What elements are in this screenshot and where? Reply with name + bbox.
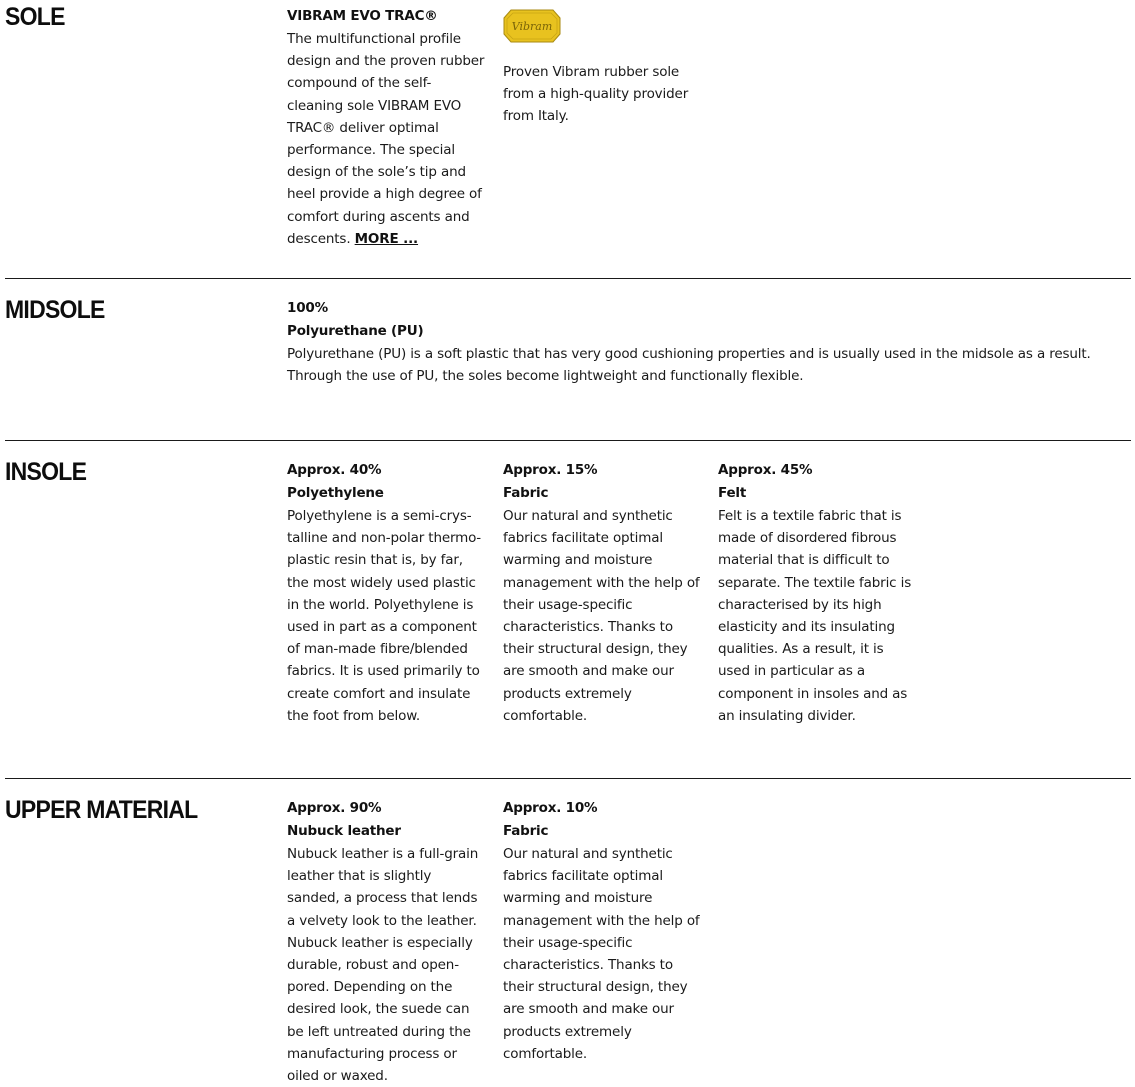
material-name: Felt	[718, 485, 747, 501]
sole-logo-col	[503, 9, 703, 128]
sole-description: The multifunctional profile design and the proven rubber compound of the self-cleaning sole VIBRAM EVO TRAC® deliver optimal performance. The special design of the sole’s tip and heel provide a high degree of comfort during ascents and descents. MORE ...	[287, 31, 485, 247]
sole-logo-caption: Proven Vibram rubber sole from a high-quality provider from Italy.	[503, 64, 689, 125]
material-description: Felt is a textile fabric that is made of disordered fibrous material that is difficult to separate. The textile fabric is characterised by its high elasticity and its insulating qualities. As a result, it is used in particular as a component in insoles and as an insulating divider.	[718, 508, 912, 724]
material-name: Fabric	[503, 823, 549, 839]
upper-material-section	[5, 796, 1131, 1085]
insole-section	[5, 458, 1131, 748]
insole-title: INSOLE	[5, 458, 87, 486]
insole-material-col	[718, 459, 918, 727]
sole-name: VIBRAM EVO TRAC®	[287, 8, 438, 24]
upper-material-title: UPPER MATERIAL	[5, 796, 198, 824]
sole-title: SOLE	[5, 3, 65, 31]
material-percent: Approx. 45%	[718, 462, 813, 478]
material-description: Polyurethane (PU) is a soft plastic that has very good cushioning properties and is usually used in the midsole as a result. Through the use of PU, the soles become lightweight and functionally flexible.	[287, 346, 1091, 385]
material-percent: Approx. 40%	[287, 462, 382, 478]
material-description: Our natural and synthetic fabrics facilitate optimal warming and moisture management with the help of their usage-specific characteristics. Thanks to their structural design, they are smooth and make our products extremely comfortable.	[503, 846, 700, 1062]
sole-material-col	[287, 5, 487, 250]
insole-material-col	[287, 459, 487, 727]
material-name: Polyurethane (PU)	[287, 323, 424, 339]
divider	[5, 440, 1131, 441]
material-description: Polyethylene is a semi-crystalline and non-polar thermoplastic resin that is, by far, the most widely used plastic in the world. Polyethylene is used in part as a component of man-made fibre/blended fabrics. It is used primarily to create comfort and insulate the foot from below.	[287, 508, 482, 724]
vibram-logo-icon	[503, 9, 561, 43]
insole-material-col	[503, 459, 703, 727]
material-description: Nubuck leather is a full-grain leather that is slightly sanded, a process that lends a velvety look to the leather. Nubuck leather is especially durable, robust and open-pored. Depending on the desired look, the suede can be left untreated during the manufacturing process or oiled or waxed.	[287, 846, 479, 1085]
material-name: Nubuck leather	[287, 823, 401, 839]
upper-material-col	[503, 797, 703, 1065]
upper-material-col	[287, 797, 487, 1087]
material-percent: Approx. 15%	[503, 462, 598, 478]
material-percent: Approx. 90%	[287, 800, 382, 816]
vibram-logo-text: Vibram	[511, 20, 553, 33]
midsole-section	[5, 296, 1131, 416]
material-name: Polyethylene	[287, 485, 384, 501]
material-percent: Approx. 10%	[503, 800, 598, 816]
material-name: Fabric	[503, 485, 549, 501]
divider	[5, 778, 1131, 779]
more-link[interactable]: MORE ...	[354, 230, 419, 247]
midsole-material-col	[287, 297, 1131, 387]
material-description: Our natural and synthetic fabrics facilitate optimal warming and moisture management with the help of their usage-specific characteristics. Thanks to their structural design, they are smooth and make our products extremely comfortable.	[503, 508, 700, 724]
divider	[5, 278, 1131, 279]
sole-section	[5, 3, 1131, 247]
material-percent: 100%	[287, 300, 328, 316]
midsole-title: MIDSOLE	[5, 296, 105, 324]
